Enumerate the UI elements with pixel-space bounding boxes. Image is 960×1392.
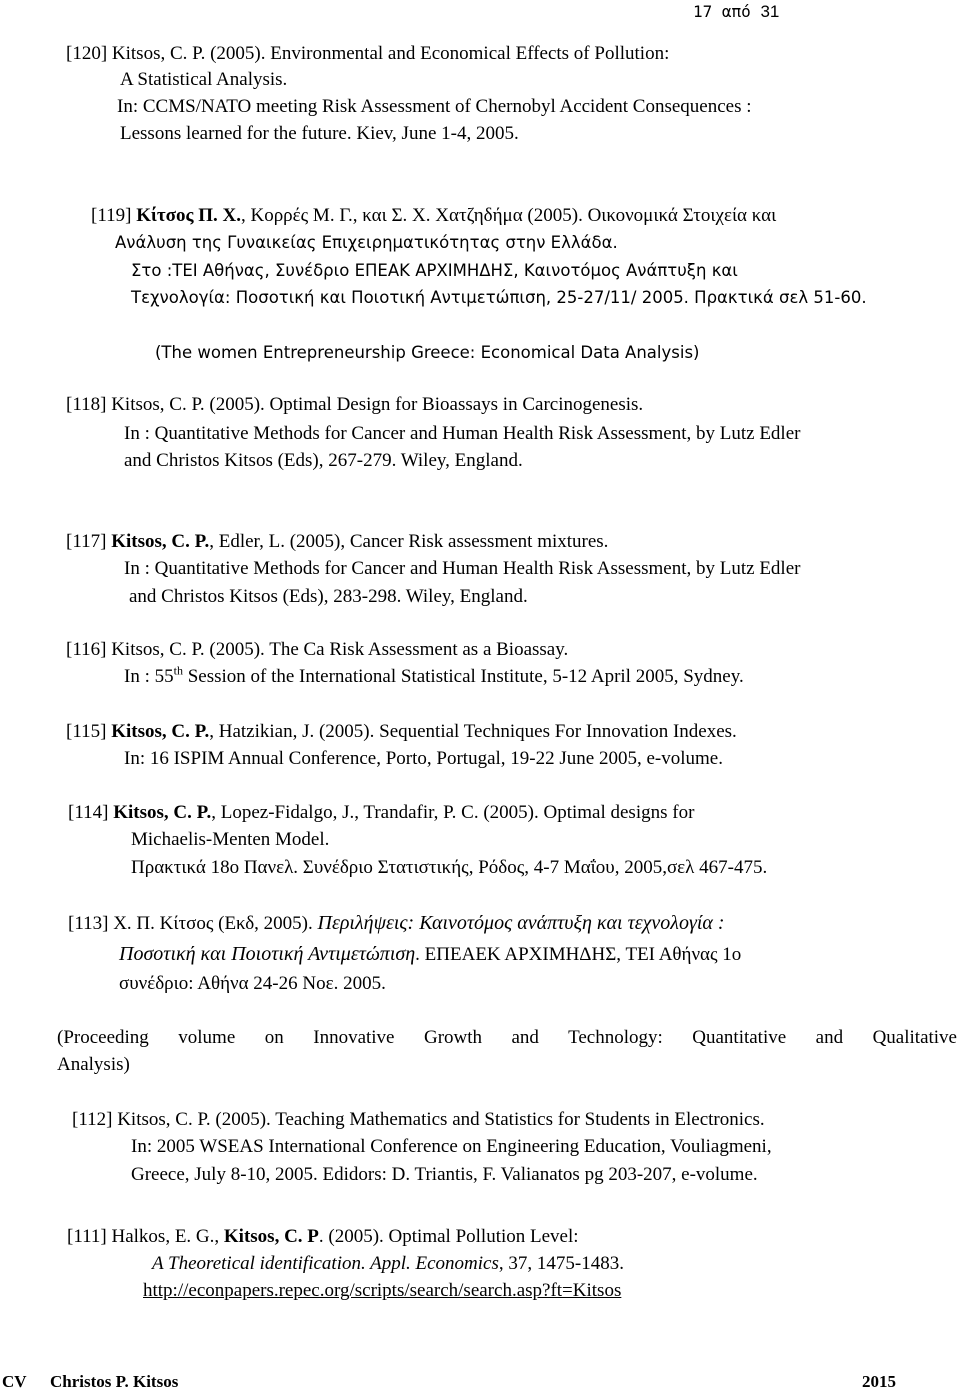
proceeding-line2: Analysis) [57,1054,130,1075]
ref-111-line2 [152,1253,624,1275]
ref-117-author: Kitsos, C. P. [111,531,210,552]
ref-119-line1 [91,205,776,227]
footer-name: Christos P. Kitsos [50,1372,179,1391]
ref-111-title: . (2005). Optimal Pollution Level: [318,1226,579,1247]
ref-113-citation: [113] Χ. Π. Κίτσος (Εκδ, 2005). [68,913,318,934]
ref-113-line2 [119,943,741,966]
ref-116-sup: th [173,663,183,678]
ref-117-line2: In : Quantitative Methods for Cancer and Human Health Risk Assessment, by Lutz Edler [124,558,801,579]
footer-year: 2015 [862,1372,896,1391]
ref-116-session: Session of the International Statistical Institute, 5-12 April 2005, Sydney. [182,666,744,687]
ref-119-line2: Ανάλυση της Γυναικείας Επιχειρηματικότητας στην Ελλάδα. [115,233,618,252]
ref-120-line2: A Statistical Analysis. [120,69,288,90]
ref-113-title: Περιλήψεις: Καινοτόμος ανάπτυξη και τεχνολογία : [317,912,725,934]
ref-116-in: In : 55 [124,666,174,687]
ref-119-number: [119] [91,205,137,226]
ref-120-line3: In: CCMS/NATO meeting Risk Assessment of Chernobyl Accident Consequences : [117,96,752,117]
ref-114-line2: Michaelis-Menten Model. [131,829,330,850]
ref-114-rest: , Lopez-Fidalgo, J., Trandafir, P. C. (2005). Optimal designs for [211,802,695,823]
ref-119-line3: Στο :ΤΕΙ Αθήνας, Συνέδριο ΕΠΕΑΚ ΑΡΧΙΜΗΔΗΣ, Καινοτόμος Ανάπτυξη και [131,261,738,280]
ref-115-number: [115] [66,721,112,742]
ref-112-line3: Greece, July 8-10, 2005. Edidors: D. Triantis, F. Valianatos pg 203-207, e-volume. [131,1164,758,1185]
ref-118-line1: [118] Kitsos, C. P. (2005). Optimal Design for Bioassays in Carcinogenesis. [66,394,644,415]
ref-112-line2: In: 2005 WSEAS International Conference on Engineering Education, Vouliagmeni, [131,1136,772,1157]
ref-120-line1: [120] Kitsos, C. P. (2005). Environmental and Economical Effects of Pollution: [66,43,670,64]
ref-116-line1: [116] Kitsos, C. P. (2005). The Ca Risk Assessment as a Bioassay. [66,639,569,660]
ref-111-line1 [67,1226,579,1248]
ref-119-rest: , Κορρές Μ. Γ., και Σ. Χ. Χατζηδήμα (2005). Οικονομικά Στοιχεία και [240,205,777,226]
ref-115-author: Kitsos, C. P. [111,721,210,742]
ref-115-line1 [66,721,737,743]
ref-115-rest: , Hatzikian, J. (2005). Sequential Techniques For Innovation Indexes. [209,721,737,742]
ref-117-number: [117] [66,531,112,552]
ref-111-volume: , 37, 1475-1483. [498,1253,624,1274]
ref-114-line3: Πρακτικά 18ο Πανελ. Συνέδριο Στατιστικής, Ρόδος, 4-7 Μαΐου, 2005,σελ 467-475. [131,857,768,878]
ref-119-line5: (The women Entrepreneurship Greece: Economical Data Analysis) [155,343,700,362]
ref-114-author: Kitsos, C. P. [113,802,212,823]
ref-117-line1 [66,531,608,553]
ref-111-authors: [111] Halkos, E. G., [67,1226,224,1247]
ref-119-author: Κίτσος Π. Χ. [136,205,241,226]
ref-117-rest: , Edler, L. (2005), Cancer Risk assessment mixtures. [209,531,609,552]
ref-118-line2: In : Quantitative Methods for Cancer and Human Health Risk Assessment, by Lutz Edler [124,423,801,444]
footer-cv: CV [2,1372,27,1391]
ref-113-venue: . ΕΠΕΑΕΚ ΑΡΧΙΜΗΔΗΣ, ΤΕΙ Αθήνας 1ο [415,944,742,965]
ref-118-line3: and Christos Kitsos (Eds), 267-279. Wiley, England. [124,450,523,471]
ref-120-line4: Lessons learned for the future. Kiev, June 1-4, 2005. [120,123,519,144]
ref-113-line1 [68,912,725,935]
ref-113-title-cont: Ποσοτική και Ποιοτική Αντιμετώπιση [119,943,416,965]
ref-112-line1: [112] Kitsos, C. P. (2005). Teaching Mathematics and Statistics for Students in Electronics. [72,1109,765,1130]
ref-117-line3: and Christos Kitsos (Eds), 283-298. Wiley, England. [129,586,528,607]
ref-116-line2 [124,663,744,688]
ref-119-line4: Τεχνολογία: Ποσοτική και Ποιοτική Αντιμετώπιση, 25-27/11/ 2005. Πρακτικά σελ 51-60. [131,288,867,307]
ref-114-line1 [68,802,694,824]
econpapers-link[interactable]: http://econpapers.repec.org/scripts/search/search.asp?ft=Kitsos [143,1280,622,1301]
page-label: 17 από [693,2,751,21]
page-total: 31 [760,2,780,21]
ref-111-journal-title: A Theoretical identification. Appl. Economics [152,1253,499,1274]
ref-115-line2: In: 16 ISPIM Annual Conference, Porto, Portugal, 19-22 June 2005, e-volume. [124,748,723,769]
proceeding-line1: (Proceeding volume on Innovative Growth and Technology: Quantitative and Qualitative [57,1027,957,1048]
ref-111-author: Kitsos, C. P [223,1226,319,1247]
ref-114-number: [114] [68,802,114,823]
ref-113-line3: συνέδριο: Αθήνα 24-26 Νοε. 2005. [119,973,386,994]
page-number [693,2,779,22]
